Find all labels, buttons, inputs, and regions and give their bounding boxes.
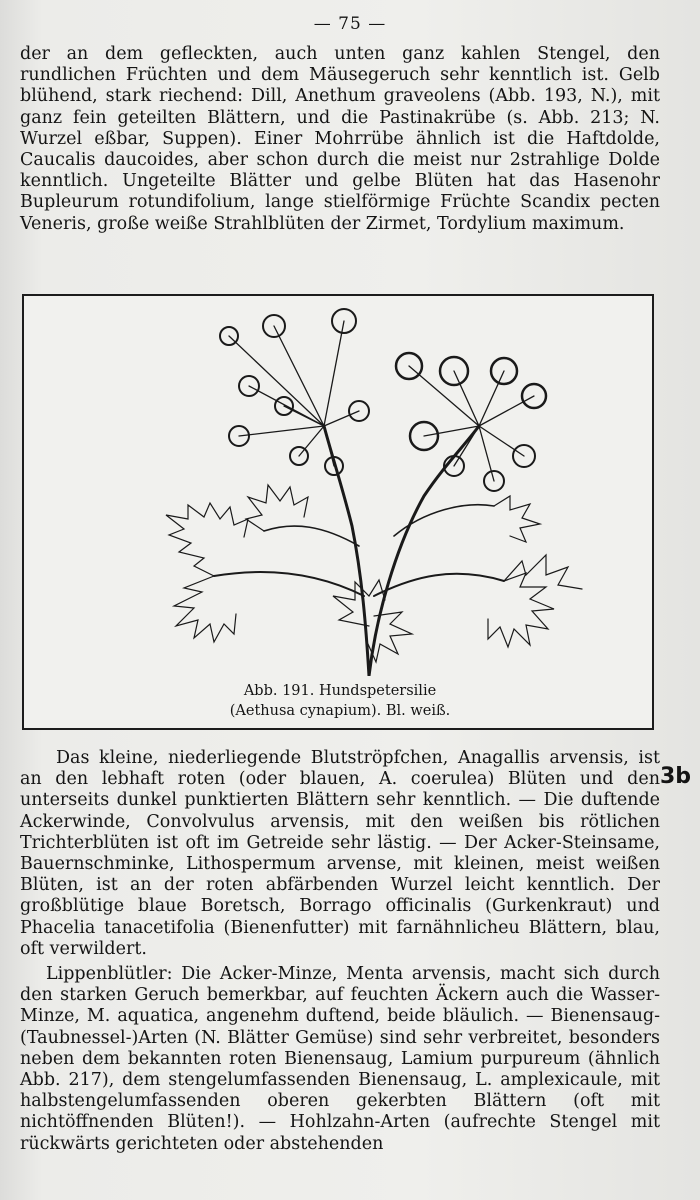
margin-mark: 3b — [660, 764, 692, 789]
paragraph-text: Lippenblütler: Die Acker-Minze, Menta arvensis, macht sich durch den starken Geruch bemerkbar, auf feuchten Äckern auch die Wasser-Minze, M. aquatica, angenehm duftend, beide bläulich. — Bienensaug-(Taubnessel-)Arten (N. Blätter Gemüse) sind sehr verbreitet, besonders neben dem bekannten roten Bienensaug, Lamium purpureum (ähnlich Abb. 217), dem stengelumfassenden Bienensaug, L. amplexicaule, mit halbstengelumfassenden oberen gekerbten Blättern (oft mit nichtöffnenden Blüten!). — Hohlzahn-Arten (aufrechte Stengel mit rückwärts gerichteten oder abstehenden — [20, 964, 660, 1154]
figure-caption-detail: (Aethusa cynapium). Bl. weiß. — [229, 703, 451, 719]
plant-illustration — [24, 296, 652, 676]
figure-caption-title: Abb. 191. Hundspetersilie — [243, 683, 437, 699]
paragraph-text: Das kleine, niederliegende Blutströpfchen, Anagallis arvensis, ist an den lebhaft roten (oder blauen, A. coerulea) Blüten und den unterseits dunkel punktierten Blättern sehr kenntlich. — Die duftende Ackerwinde, Convolvulus arvensis, mit den weißen bis rötlichen Trichterblüten ist oft im Getreide sehr lästig. — Der Acker-Steinsame, Bauernschminke, Lithospermum arvense, mit kleinen, meist weißen Blüten, ist an der roten abfärbenden Wurzel leicht kenntlich. Der großblütige blaue Boretsch, Borrago officinalis (Gurkenkraut) und Phacelia tanacetifolia (Bienenfutter) mit farnähnlicheu Blättern, blau, oft verwildert. — [20, 748, 660, 959]
paragraph-lippenbluetler — [20, 964, 660, 1155]
paragraph-field-plants — [20, 748, 660, 960]
paragraph-text: der an dem gefleckten, auch unten ganz kahlen Stengel, den rundlichen Früchten und dem Mäusegeruch sehr kenntlich ist. Gelb blühend, stark riechend: Dill, Anethum graveolens (Abb. 193, N.), mit ganz fein geteilten Blättern, und die Pastinakrübe (s. Abb. 213; N. Wurzel eßbar, Suppen). Einer Mohrrübe ähnlich ist die Haftdolde, Caucalis daucoides, aber schon durch die meist nur 2strahlige Dolde kenntlich. Ungeteilte Blätter und gelbe Blüten hat das Hasenohr Bupleurum rotundifolium, lange stielförmige Früchte Scandix pecten Veneris, große weiße Strahlblüten der Zirmet, Tordylium maximum. — [20, 44, 660, 234]
page-number: — 75 — — [313, 14, 387, 34]
paragraph-umbellifers — [20, 44, 660, 235]
figure-hundspetersilie — [22, 294, 654, 730]
